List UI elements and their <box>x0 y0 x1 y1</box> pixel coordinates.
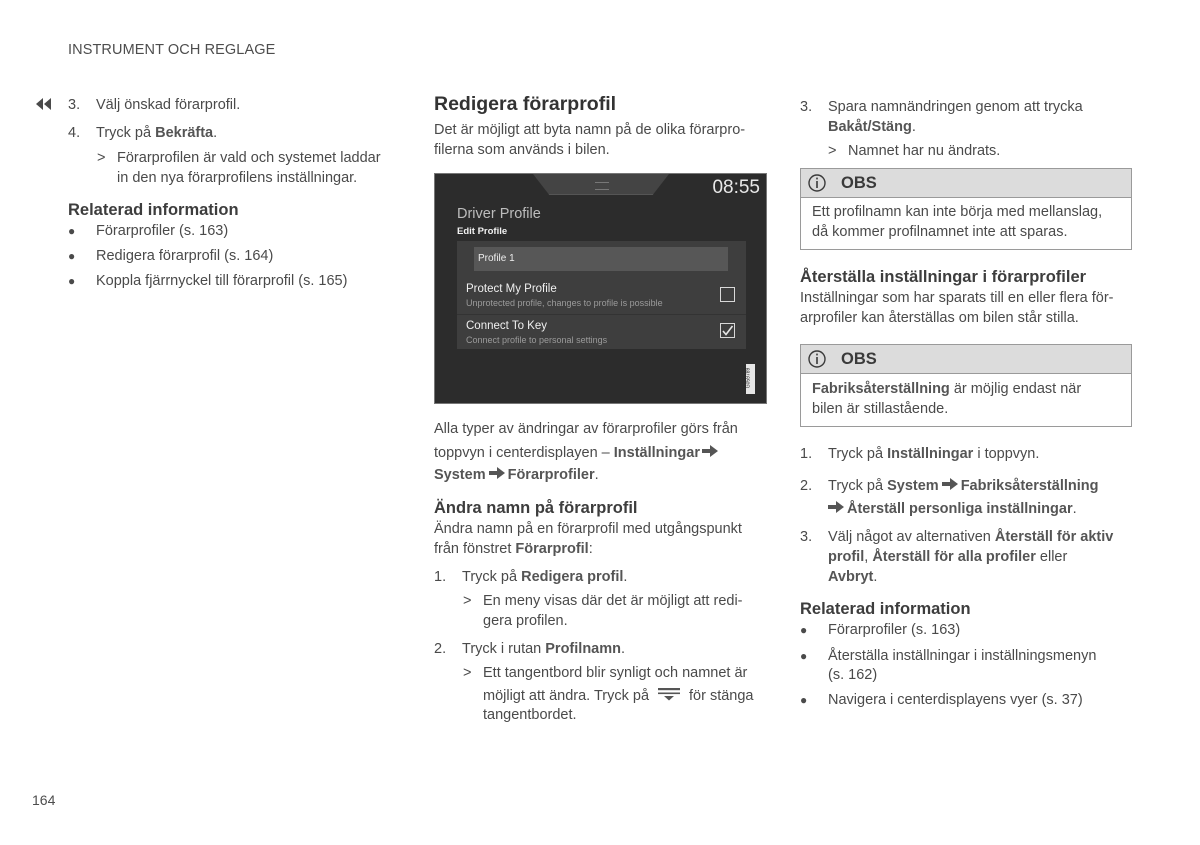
info-circle-icon <box>808 350 826 368</box>
subsection-heading: Ändra namn på förarprofil <box>434 499 638 517</box>
obs-header: OBS <box>801 345 1131 374</box>
related-heading: Relaterad information <box>68 201 239 219</box>
body-text: arprofiler kan återställas om bilen står stilla. <box>800 310 1079 326</box>
right-arrow-icon <box>942 478 958 490</box>
double-left-arrow-icon <box>35 97 53 111</box>
image-code: G059789 <box>746 364 755 394</box>
step-text-cont: profil, Återställ för alla profiler eller <box>828 549 1068 565</box>
step-text-cont: Bakåt/Stäng. <box>828 119 916 135</box>
step-number: 4. <box>68 125 81 141</box>
connect-key-checkbox[interactable] <box>720 323 735 338</box>
section-title: Redigera förarprofil <box>434 93 617 115</box>
step-text-cont: Avbryt. <box>828 569 878 585</box>
profile-panel: Profile 1 Protect My Profile Unprotected profile, changes to profile is possible Connect To Key Connect profile to personal settings <box>457 241 746 349</box>
clock: 08:55 <box>712 177 760 198</box>
obs-body: Fabriksåterställning är möjlig endast när bilen är stillastående. <box>812 381 1082 417</box>
right-arrow-icon <box>702 445 718 457</box>
ui-term: Bekräfta <box>155 125 214 141</box>
step-text: Välj önskad förarprofil. <box>96 97 241 113</box>
related-link-cont[interactable]: (s. 162) <box>828 667 878 683</box>
subsection-heading: Återställa inställningar i förarprofiler <box>800 268 1087 286</box>
divider <box>457 314 746 315</box>
screen-subtitle: Edit Profile <box>457 226 508 237</box>
keyboard-collapse-icon <box>657 687 681 701</box>
body-text: Inställningar som har sparats till en eller flera för- <box>800 290 1114 306</box>
step-number: 3. <box>68 97 81 113</box>
step-text-cont: Återställ personliga inställningar. <box>828 499 1077 519</box>
center-display-screenshot <box>434 173 767 404</box>
section-header: INSTRUMENT OCH REGLAGE <box>68 42 276 58</box>
obs-note <box>800 168 1132 250</box>
obs-body: Ett profilnamn kan inte börja med mellanslag, då kommer profilnamnet inte att sparas. <box>812 204 1103 240</box>
profile-name-field[interactable]: Profile 1 <box>474 247 728 271</box>
body-text: från fönstret Förarprofil: <box>434 541 593 557</box>
body-text: System Förarprofiler. <box>434 467 599 483</box>
body-text: Ändra namn på en förarprofil med utgångspunkt <box>434 521 742 537</box>
drag-handle-icon <box>595 182 609 190</box>
right-arrow-icon <box>828 501 844 513</box>
info-circle-icon <box>808 174 826 192</box>
body-text: Alla typer av ändringar av förarprofiler görs från <box>434 421 738 437</box>
screen-title: Driver Profile <box>457 206 541 222</box>
intro-text: filerna som används i bilen. <box>434 142 610 158</box>
page-number: 164 <box>32 792 56 808</box>
intro-text: Det är möjligt att byta namn på de olika förarpro- <box>434 122 746 138</box>
right-arrow-icon <box>489 467 505 479</box>
body-text: toppvyn i centerdisplayen – Inställningar <box>434 443 718 463</box>
obs-header: OBS <box>801 169 1131 198</box>
step-text: Tryck på Bekräfta. <box>96 125 218 141</box>
obs-note <box>800 344 1132 427</box>
protect-profile-checkbox[interactable] <box>720 287 735 302</box>
checkmark-icon <box>721 324 734 337</box>
related-heading: Relaterad information <box>800 600 971 618</box>
